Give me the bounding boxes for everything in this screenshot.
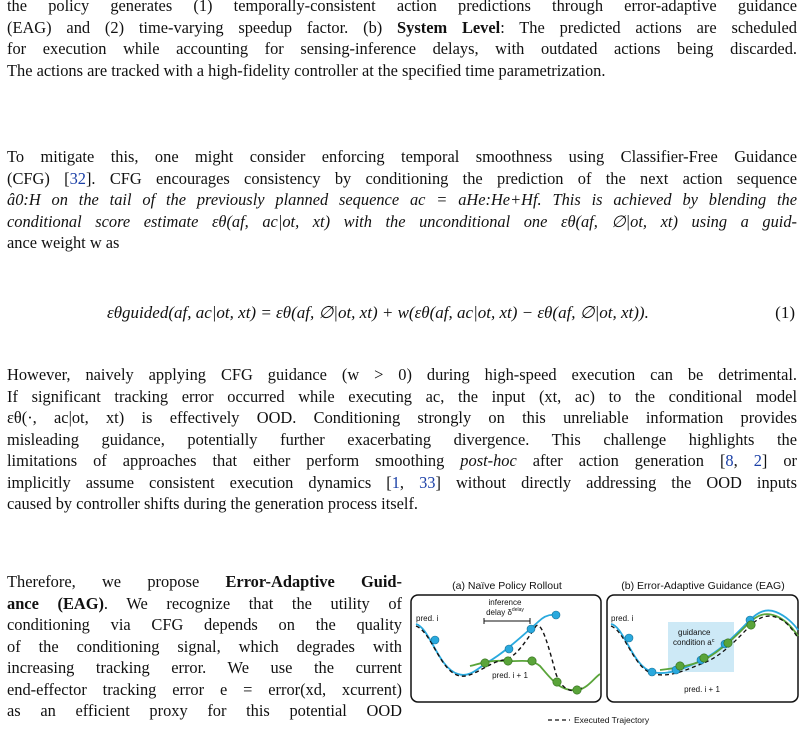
equation-body: εθguided(af, ac|ot, xt) = εθ(af, ∅|ot, xt) + w(εθ(af, ac|ot, xt) − εθ(af, ∅|ot, xt)). xyxy=(107,303,649,322)
panel-a-pred-i-label: pred. i xyxy=(416,614,439,623)
p1-line-3: â0:H on the tail of the previously planned sequence ac = aHe:He+Hf. This is achieved by blending the xyxy=(7,190,798,209)
panel-b-green-point xyxy=(747,621,755,629)
caption-line-3: for execution while accounting for sensing-inference delays, with outdated actions being discarded. xyxy=(7,39,797,58)
panel-b-pred-i1-label: pred. i + 1 xyxy=(684,685,720,694)
p2-line-3: εθ(·, ac|ot, xt) is effectively OOD. Conditioning strongly on this unreliable information provides xyxy=(7,408,797,427)
caption-line-2: (EAG) and (2) time-varying speedup factor. (b) System Level: The predicted actions are scheduled xyxy=(7,17,798,37)
p2-line-2: If significant tracking error occurred while executing ac, the input (xt, ac) to the conditional model xyxy=(7,386,797,406)
panel-a-blue-point xyxy=(552,611,560,619)
p3-line-1: Therefore, we propose Error-Adaptive Guid- xyxy=(7,572,403,591)
panel-a-blue-point xyxy=(431,636,439,644)
p3-line-2: ance (EAG). We recognize that the utility of xyxy=(7,593,402,613)
panel-a-green-point xyxy=(528,657,536,665)
panel-b-blue-point xyxy=(625,634,633,642)
caption-line-1: the policy generates (1) temporally-consistent action predictions through error-adaptive guidance xyxy=(7,0,797,15)
panel-a-pred-i1-label: pred. i + 1 xyxy=(492,671,528,680)
p3-line-3: conditioning via CFG depends on the quality xyxy=(7,615,402,634)
panel-a-green-point xyxy=(481,659,489,667)
citation-link[interactable]: 32 xyxy=(69,168,86,188)
p2-line-6: implicitly assume consistent execution dynamics [1, 33] without directly addressing the OOD inputs xyxy=(7,472,797,492)
equation-1 xyxy=(7,296,797,326)
p2-line-7: caused by controller shifts during the generation process itself. xyxy=(7,494,419,513)
p2-line-1: However, naively applying CFG guidance (w > 0) during high-speed execution can be detrimental. xyxy=(7,365,797,384)
panel-a-blue-point xyxy=(505,645,513,653)
figure-caption xyxy=(7,0,797,81)
panel-a-pred-i-curve-2 xyxy=(488,615,556,662)
p2-line-4: misleading guidance, potentially further exacerbating divergence. This challenge highlights the xyxy=(7,429,797,449)
citation-link[interactable]: 2 xyxy=(753,451,762,470)
panel-a-green-point xyxy=(553,678,561,686)
p3-line-5: increasing tracking error. We use the current xyxy=(7,658,402,677)
panel-b-title: (b) Error-Adaptive Guidance (EAG) xyxy=(621,580,785,592)
figure-svg xyxy=(410,578,800,734)
guidance-label-2: condition $a^c$ xyxy=(673,638,715,647)
equation-number: (1) xyxy=(775,303,795,322)
panel-b-green-point xyxy=(724,639,732,647)
eag-figure xyxy=(410,578,800,734)
panel-b-green-point xyxy=(676,662,684,670)
panel-b-pred-i-label: pred. i xyxy=(611,614,634,623)
panel-b-green-point xyxy=(700,654,708,662)
citation-link[interactable]: 33 xyxy=(419,472,436,492)
p2-line-5: limitations of approaches that either perform smoothing post-hoc after action generation [8, 2] or xyxy=(7,451,798,470)
paragraph-ood xyxy=(7,364,797,515)
inference-delay-label: inference xyxy=(488,598,522,607)
p1-line-4: conditional score estimate εθ(af, ac|ot, xt) with the unconditional one εθ(af, ∅|ot, xt) using a guid- xyxy=(7,211,797,231)
p3-line-7: as an efficient proxy for this potential OOD xyxy=(7,701,402,720)
citation-link[interactable]: 8 xyxy=(725,451,734,470)
panel-b-blue-point xyxy=(648,668,656,676)
citation-link[interactable]: 1 xyxy=(391,472,400,492)
legend-label: Executed Trajectory xyxy=(574,715,650,725)
p1-line-1: To mitigate this, one might consider enforcing temporal smoothness using Classifier-Free Guidance xyxy=(7,147,797,166)
panel-a-blue-point xyxy=(527,625,535,633)
guidance-label-1: guidance xyxy=(678,628,711,637)
paragraph-eag xyxy=(7,571,402,722)
p1-line-5: ance weight w as xyxy=(7,233,120,252)
panel-a-pred-i-curve xyxy=(416,624,488,675)
p3-line-6: end-effector tracking error e = error(xd, xcurrent) xyxy=(7,679,402,699)
inference-delay-label-2: delay $\delta^{delay}$ xyxy=(486,607,524,617)
p1-line-2: (CFG) [32]. CFG encourages consistency by conditioning the prediction of the next action sequence xyxy=(7,168,797,188)
panel-a-green-point xyxy=(504,657,512,665)
p3-line-4: of the conditioning signal, which degrades with xyxy=(7,636,402,656)
panel-a-title: (a) Naïve Policy Rollout xyxy=(452,580,562,592)
panel-a-green-point xyxy=(573,686,581,694)
paragraph-cfg xyxy=(7,146,797,254)
caption-line-4: The actions are tracked with a high-fidelity controller at the specified time parametrization. xyxy=(7,60,606,80)
